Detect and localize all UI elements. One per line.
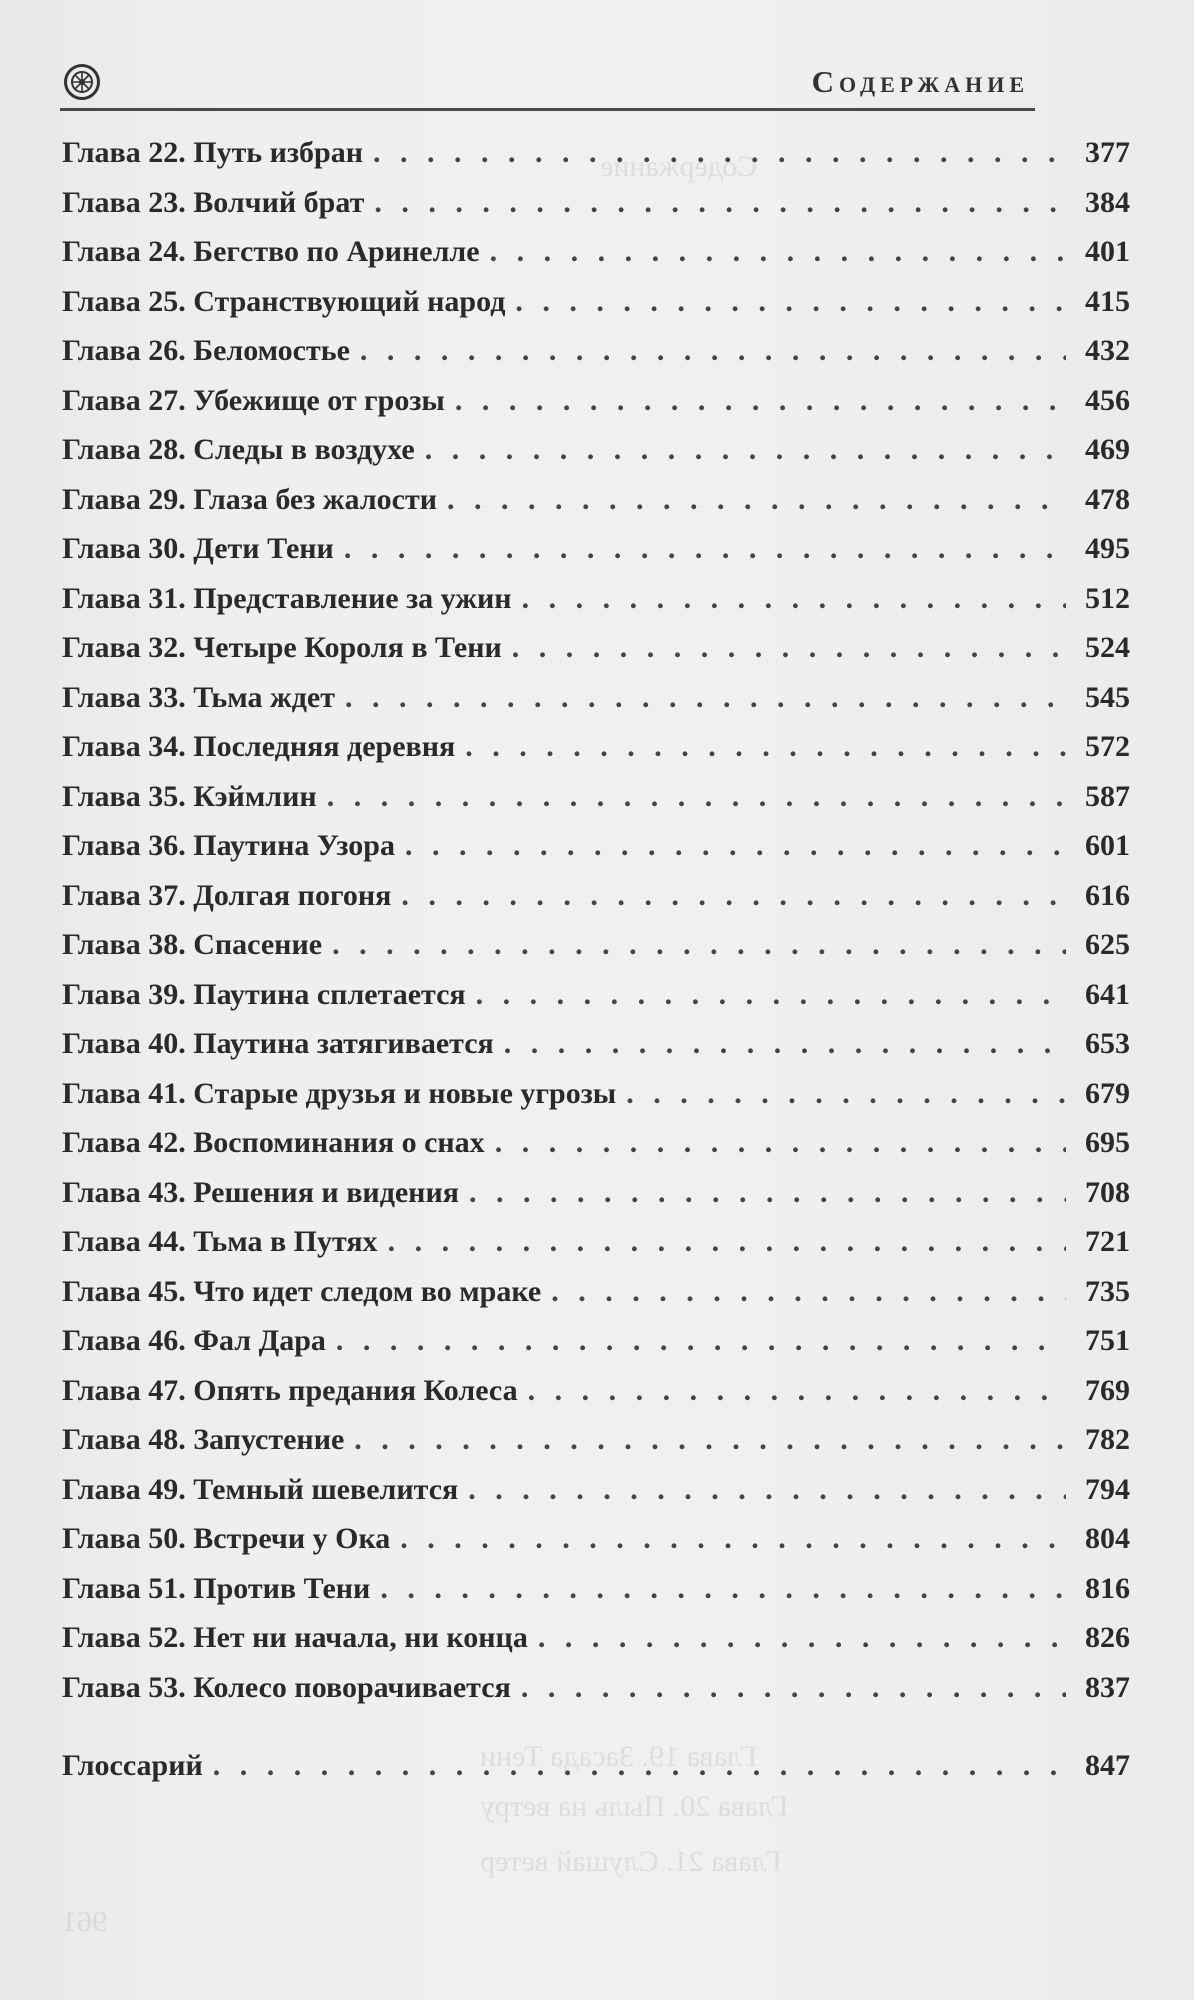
toc-entry [62,1671,1132,1721]
dot-leader [380,1572,1066,1606]
toc-entry-title: Глава 29. Глаза без жалости [62,482,437,516]
toc-entry-page: 545 [1085,680,1130,714]
toc-entry [62,1225,1132,1275]
toc-entry-page: 804 [1085,1522,1130,1555]
toc-entry-title: Глава 43. Решения и видения [62,1175,459,1209]
dot-leader [551,1275,1066,1309]
dot-leader [490,235,1066,269]
dot-leader [336,1324,1066,1358]
toc-entry [62,1126,1132,1176]
toc-entry-page: 816 [1085,1571,1130,1605]
dot-leader [388,1225,1066,1259]
toc-entry-title: Глава 32. Четыре Короля в Тени [62,631,502,664]
running-head: Содержание [811,64,1029,99]
toc-entry-page: 782 [1085,1423,1130,1456]
toc-entry-page: 751 [1085,1324,1130,1357]
toc-entry-title: Глава 50. Встречи у Ока [62,1522,391,1555]
toc-entry [62,384,1132,434]
toc-entry-page: 512 [1085,581,1130,615]
dot-leader [521,1671,1066,1705]
toc-entry-page: 469 [1085,433,1130,466]
dot-leader [522,582,1066,616]
dot-leader [504,1027,1066,1061]
toc-entry-title: Глава 45. Что идет следом во мраке [62,1274,542,1308]
toc-entry-page: 572 [1085,730,1130,763]
toc-entry [62,1374,1132,1424]
toc-entry-title: Глава 37. Долгая погоня [62,878,392,912]
header-rule [60,108,1035,111]
toc-entry [62,136,1132,186]
toc-entry-title: Глава 28. Следы в воздухе [62,433,415,466]
toc-entry-title: Глава 39. Паутина сплетается [62,977,466,1011]
toc-entry [62,928,1132,978]
toc-entry-page: 653 [1085,1027,1130,1060]
toc-entry-page: 616 [1085,878,1130,912]
toc-entry-page: 415 [1085,284,1130,318]
toc-entry [62,1572,1132,1622]
bleed-through-text: Содержание [600,150,758,183]
dot-leader [465,730,1066,764]
toc-entry-glossary [62,1749,1132,1799]
toc-entry [62,879,1132,929]
toc-entry-title: Глава 49. Темный шевелится [62,1472,459,1506]
toc-entry-page: 478 [1085,482,1130,516]
bleed-through-text: Глава 19. Засада Тени [480,1740,757,1773]
toc-entry [62,780,1132,830]
toc-entry [62,829,1132,879]
dot-leader [469,1176,1066,1210]
toc-entry-page: 456 [1085,383,1130,417]
toc-entry-title: Глава 47. Опять предания Колеса [62,1373,518,1407]
toc-entry [62,235,1132,285]
bleed-through-text: 961 [62,1905,107,1938]
toc-entry-page: 735 [1085,1274,1130,1308]
toc-entry [62,1275,1132,1325]
toc-entry-title: Глава 24. Бегство по Аринелле [62,235,480,268]
toc-entry [62,730,1132,780]
dot-leader [401,879,1066,913]
dot-leader [512,631,1066,665]
toc-entry [62,433,1132,483]
dot-leader [455,384,1066,418]
page-header [60,58,1035,108]
toc-entry-title: Глава 35. Кэймлин [62,779,317,813]
dot-leader [476,978,1066,1012]
toc-entry [62,1522,1132,1572]
toc-entry-page: 847 [1085,1749,1130,1782]
toc-entry [62,1027,1132,1077]
toc-entry-page: 708 [1085,1175,1130,1209]
toc-entry-title: Глава 36. Паутина Узора [62,829,395,862]
dot-leader [327,780,1066,814]
toc-entry-page: 384 [1085,185,1130,219]
toc-entry-title: Глоссарий [62,1749,203,1782]
dot-leader [425,433,1066,467]
wheel-emblem-icon [64,64,100,100]
dot-leader [344,532,1066,566]
toc-entry-title: Глава 42. Воспоминания о снах [62,1126,485,1159]
toc-entry-title: Глава 48. Запустение [62,1423,345,1456]
toc-entry [62,334,1132,384]
dot-leader [447,483,1066,517]
toc-entry-page: 769 [1085,1373,1130,1407]
bleed-through-text: Глава 21. Слушай ветер [480,1845,782,1878]
toc-entry-page: 695 [1085,1126,1130,1159]
toc-entry-page: 625 [1085,928,1130,961]
dot-leader [538,1621,1066,1655]
toc-entry-title: Глава 23. Волчий брат [62,185,365,219]
toc-entry [62,978,1132,1028]
toc-entry [62,1176,1132,1226]
toc-entry [62,1473,1132,1523]
dot-leader [515,285,1066,319]
toc-entry-page: 401 [1085,235,1130,268]
toc-entry [62,1423,1132,1473]
toc-entry-title: Глава 38. Спасение [62,928,323,961]
toc-entry-title: Глава 52. Нет ни начала, ни конца [62,1621,528,1654]
toc-entry-title: Глава 34. Последняя деревня [62,730,456,763]
dot-leader [468,1473,1066,1507]
toc-entry [62,483,1132,533]
dot-leader [373,136,1066,170]
toc-entry-page: 794 [1085,1472,1130,1506]
toc-entry [62,1077,1132,1127]
toc-entry-page: 377 [1085,136,1130,169]
toc-entry [62,1324,1132,1374]
toc-entry-title: Глава 53. Колесо поворачивается [62,1670,511,1704]
toc-entry [62,631,1132,681]
toc-entry [62,1621,1132,1671]
dot-leader [354,1423,1066,1457]
toc-entry-page: 495 [1085,532,1130,565]
toc-entry-title: Глава 46. Фал Дара [62,1324,326,1357]
toc-entry [62,582,1132,632]
toc-spacer [62,1720,1132,1749]
dot-leader [213,1749,1066,1783]
toc-entry [62,681,1132,731]
toc-entry [62,186,1132,236]
dot-leader [405,829,1066,863]
toc-entry-title: Глава 31. Представление за ужин [62,581,512,615]
dot-leader [332,928,1066,962]
toc-entry-page: 837 [1085,1670,1130,1704]
dot-leader [400,1522,1066,1556]
toc-entry-title: Глава 40. Паутина затягивается [62,1027,494,1060]
toc-entry-page: 679 [1085,1076,1130,1110]
dot-leader [528,1374,1066,1408]
dot-leader [374,186,1066,220]
bleed-through-text: Глава 20. Пыль на ветру [480,1790,789,1823]
dot-leader [626,1077,1066,1111]
dot-leader [495,1126,1066,1160]
toc-entry-page: 601 [1085,829,1130,862]
dot-leader [360,334,1066,368]
toc-entry-page: 826 [1085,1621,1130,1654]
toc-entry-page: 587 [1085,779,1130,813]
toc-entry-title: Глава 41. Старые друзья и новые угрозы [62,1076,617,1110]
toc-entry-title: Глава 30. Дети Тени [62,532,334,565]
toc-entry-title: Глава 44. Тьма в Путях [62,1225,378,1258]
table-of-contents [62,136,1132,1799]
toc-entry-page: 641 [1085,977,1130,1011]
toc-entry-title: Глава 25. Странствующий народ [62,284,506,318]
toc-entry [62,285,1132,335]
toc-entry-page: 524 [1085,631,1130,664]
dot-leader [345,681,1066,715]
toc-entry-title: Глава 26. Беломостье [62,334,350,367]
toc-entry-title: Глава 51. Против Тени [62,1571,371,1605]
toc-entry-page: 432 [1085,334,1130,367]
toc-entry-title: Глава 33. Тьма ждет [62,680,335,714]
toc-entry-page: 721 [1085,1225,1130,1258]
toc-entry-title: Глава 27. Убежище от грозы [62,383,445,417]
toc-entry [62,532,1132,582]
toc-entry-title: Глава 22. Путь избран [62,136,363,169]
